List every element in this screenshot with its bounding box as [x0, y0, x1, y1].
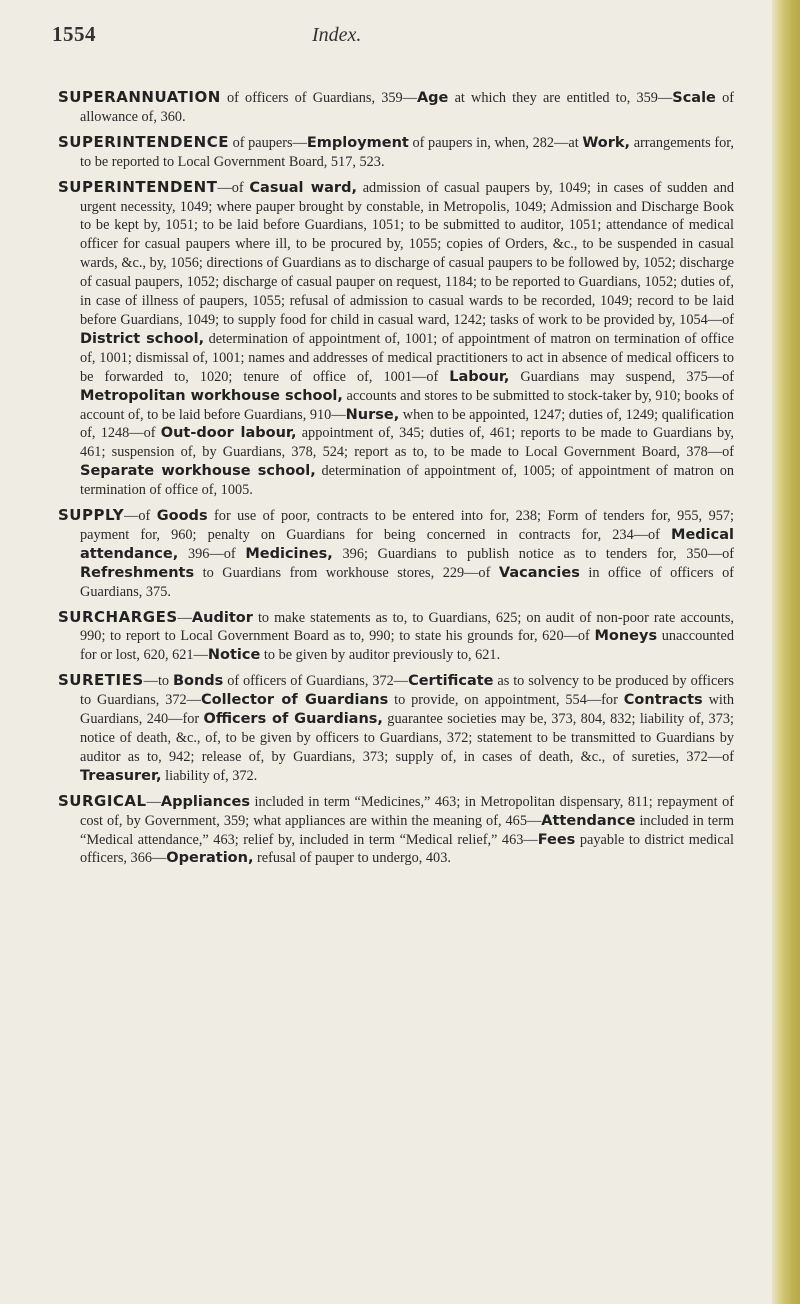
entry-text: appointment of, 345; duties of, 461; reports to be made to Guardians by, 461; suspension of, by Guardians, 378, 524; report as to, to be made to Local Government Board, 378—of [80, 425, 734, 461]
entry-text: when to be appointed, 1247; duties of, 1249; qualification of, 1248—of [80, 406, 734, 442]
entry-subheading: Collector of Guardians [200, 692, 389, 709]
entry-text: — [146, 793, 161, 810]
entry-text: in office of officers of Guardians, 375. [80, 564, 734, 600]
page-header [52, 22, 740, 52]
entry-text: payable to district medical officers, 366— [80, 831, 734, 867]
running-head: Index. [312, 24, 362, 46]
entry-subheading: Certificate [408, 673, 494, 690]
entry-subheading: Medical attendance, [80, 526, 734, 562]
entry-text: for use of poor, contracts to be entered into for, 238; Form of tenders for, 955, 957; payment for, 960; penalty on Guardians for being concerned in contracts for, 234—of [80, 508, 735, 543]
index-content [58, 88, 734, 874]
entry-subheading: Attendance [541, 812, 636, 829]
entry-headword: SURGICAL [58, 791, 147, 810]
entry-text: —to [143, 673, 173, 690]
entry-text: Guardians may suspend, 375—of [509, 368, 734, 385]
entry-text: admission of casual paupers by, 1049; in cases of sudden and urgent necessity, 1049; where pauper brought by constable, in Metropolis, 1049; Admission and Discharge Book to be kept by, 1051; to be laid before Guardians, 1051; to be submitted to auditor, 1051; attendance of medical officer for casual paupers where ill, to be procured by, 1055; copies of Orders, &c., to be suspended in casual wards, &c., by, 1056; directions of Guardians as to discharge of casual paupers to be followed by, 1052; discharge of casual paupers, 1052; discharge of casual pauper on request, 1184; to be reported to Guardians, 1052; duties of, in case of illness of paupers, 1055; refusal of admission to casual wards to be recorded, 1049; record to be laid before Guardians, 1049; to supply food for child in casual ward, 1242; tasks of work to be provided by, 1054—of [80, 179, 735, 328]
entry-subheading: Treasurer, [80, 767, 162, 784]
entry-text: —of [217, 179, 250, 196]
entry-text: guarantee societies may be, 373, 804, 832; liability of, 373; notice of death, &c., of, to be given by officers to Guardians, 372; statement to be transmitted to Guardians by auditor as to, 942; release of, by Guardians, 373; supply of, in cases of death, &c., of sureties, 372—of [80, 711, 734, 765]
entry-text: to be given by auditor previously to, 621. [260, 647, 501, 664]
entry-text: unaccounted for or lost, 620, 621— [80, 628, 734, 664]
entry-text: with Guardians, 240—for [80, 692, 734, 728]
entry-headword: SURETIES [58, 671, 144, 690]
entry-text: —of [124, 508, 157, 525]
entry-text: of officers of Guardians, 359— [220, 90, 417, 106]
entry-text: arrangements for, to be reported to Local Government Board, 517, 523. [80, 134, 734, 170]
entry-subheading: Bonds [172, 673, 224, 690]
entry-text: of allowance of, 360. [80, 90, 734, 125]
index-entry [58, 88, 734, 127]
entry-subheading: Notice [207, 647, 261, 664]
entry-text: at which they are entitled to, 359— [448, 90, 673, 106]
entry-text: of paupers in, when, 282—at [408, 134, 583, 151]
entry-subheading: Out-door labour, [160, 425, 297, 442]
entry-subheading: Officers of Guardians, [203, 711, 383, 728]
entry-subheading: Labour, [449, 368, 510, 385]
entry-subheading: Goods [156, 508, 208, 525]
entry-text: included in term “Medicines,” 463; in Metropolitan dispensary, 811; repayment of cost of, by Government, 359; what appliances are within the meaning of, 465— [80, 793, 734, 829]
entry-headword: SUPERINTENDENCE [58, 132, 229, 151]
entry-headword: SURCHARGES [58, 607, 178, 626]
page-number: 1554 [52, 22, 96, 46]
entry-text: of paupers— [228, 134, 307, 151]
entry-text: accounts and stores to be submitted to stock-taker by, 910; books of account of, to be laid before Guardians, 910— [80, 387, 734, 423]
entry-text: as to solvency to be produced by officers to Guardians, 372— [80, 673, 734, 709]
index-entry [58, 792, 734, 869]
entry-subheading: Nurse, [345, 406, 400, 423]
entry-text: of officers of Guardians, 372— [223, 673, 409, 690]
entry-headword: SUPERINTENDENT [58, 177, 218, 196]
entry-subheading: Age [416, 90, 449, 106]
entry-text: to make statements as to, to Guardians, 625; on audit of non-poor rate accounts, 990; to report to Local Government Board as to, 990; to state his grounds for, 620—of [80, 609, 734, 645]
entry-subheading: Metropolitan workhouse school, [80, 387, 343, 404]
entry-text: determination of appointment of, 1005; of appointment of matron on termination of office of, 1005. [80, 463, 734, 499]
index-entry [58, 608, 734, 666]
entry-text: — [177, 609, 192, 626]
entry-text: refusal of pauper to undergo, 403. [253, 850, 451, 867]
entry-subheading: Contracts [623, 692, 703, 709]
index-entry [58, 671, 734, 785]
entry-subheading: Operation, [166, 850, 254, 867]
entry-subheading: Employment [306, 134, 409, 151]
entry-text: determination of appointment of, 1001; of appointment of matron on termination of office of, 1001; dismissal of, 1001; names and addresses of medical practitioners to act in absence of medical officers to be forwarded to, 1020; tenure of office of, 1001—of [80, 330, 734, 385]
entry-subheading: Refreshments [80, 564, 195, 581]
entry-subheading: Scale [672, 90, 716, 106]
entry-text: 396—of [178, 545, 246, 562]
entry-subheading: Casual ward, [249, 179, 357, 196]
page-binding-edge [772, 0, 800, 1304]
entry-headword: SUPERANNUATION [58, 88, 221, 106]
entry-subheading: Vacancies [498, 564, 580, 581]
index-entry [58, 133, 734, 172]
entry-text: included in term “Medical attendance,” 463; relief by, included in term “Medical relief,” 463— [80, 812, 734, 848]
index-entry [58, 178, 734, 500]
entry-subheading: Appliances [160, 793, 250, 810]
entry-subheading: District school, [80, 330, 205, 347]
entry-text: 396; Guardians to publish notice as to tenders for, 350—of [332, 545, 734, 562]
entry-text: to provide, on appointment, 554—for [388, 692, 624, 709]
entry-subheading: Medicines, [245, 545, 333, 562]
entry-subheading: Auditor [191, 609, 253, 626]
entry-subheading: Fees [537, 831, 576, 848]
entry-subheading: Moneys [594, 628, 658, 645]
index-entry [58, 506, 734, 602]
entry-subheading: Separate workhouse school, [80, 463, 316, 480]
entry-text: to Guardians from workhouse stores, 229—of [194, 564, 499, 581]
entry-headword: SUPPLY [58, 506, 125, 525]
entry-subheading: Work, [582, 134, 631, 151]
entry-text: liability of, 372. [161, 767, 258, 784]
